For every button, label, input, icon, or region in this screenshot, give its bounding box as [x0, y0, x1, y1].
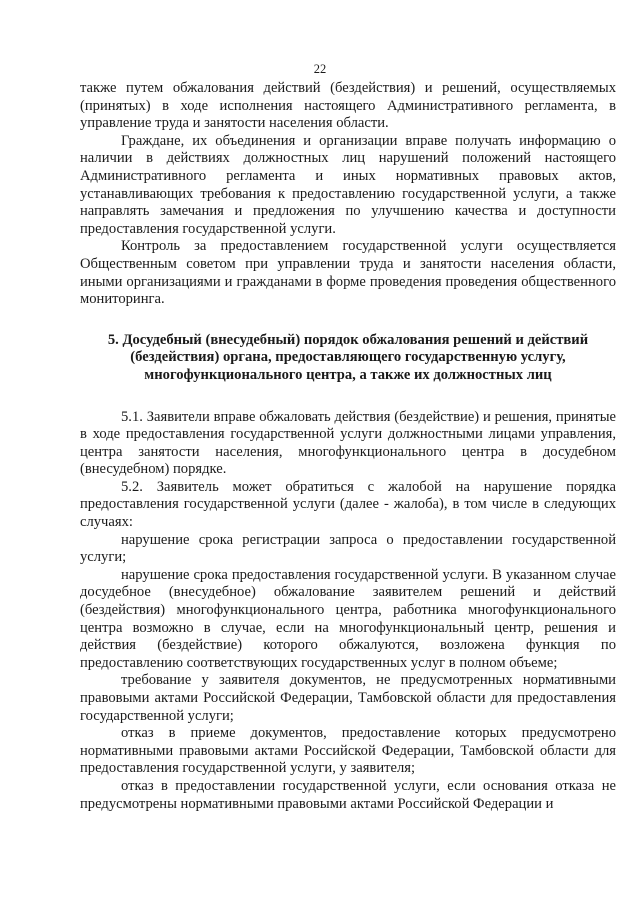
heading-line: многофункционального центра, а также их должностных лиц [144, 366, 552, 383]
paragraph: Контроль за предоставлением государственной услуги осуществляется Общественным советом при управлении труда и занятости населения области, иными организациями и гражданами в форме проведения проведения общественного мониторинга. [80, 238, 616, 308]
heading-line: 5. Досудебный (внесудебный) порядок обжалования решений и действий [107, 331, 589, 348]
page-number: 22 [313, 62, 327, 76]
heading-line: (бездействия) органа, предоставляющего государственную услугу, [130, 349, 566, 366]
list-item: нарушение срока предоставления государственной услуги. В указанном случае досудебное (внесудебное) обжалование заявителем решений и действий (бездействия) многофункционального центра, работника многофункционального центра возможно в случае, если на многофункциональный центр, решения и действия (бездействие) которого обжалуются, возложена функция по предоставлению соответствующих государственных услуг в полном объеме; [80, 566, 616, 671]
document-body [80, 80, 616, 813]
paragraph: Граждане, их объединения и организации вправе получать информацию о наличии в действиях должностных лиц нарушений положений настоящего Административного регламента и иных нормативных правовых актов, устанавливающих требования к предоставлению государственной услуги, а также направлять замечания и предложения по улучшению качества и доступности предоставления государственной услуги. [80, 132, 616, 237]
paragraph: 5.2. Заявитель может обратиться с жалобой на нарушение порядка предоставления государственной услуги (далее - жалоба), в том числе в следующих случаях: [80, 478, 616, 531]
paragraph: 5.1. Заявители вправе обжаловать действия (бездействие) и решения, принятые в ходе предоставления государственной услуги должностными лицами управления, центра занятости населения, многофункционального центра в досудебном (внесудебном) порядке. [80, 408, 616, 478]
list-item: нарушение срока регистрации запроса о предоставлении государственной услуги; [80, 531, 616, 566]
list-item: отказ в приеме документов, предоставление которых предусмотрено нормативными правовыми актами Российской Федерации, Тамбовской области для предоставления государственной услуги, у заявителя; [80, 725, 616, 777]
paragraph: также путем обжалования действий (бездействия) и решений, осуществляемых (принятых) в ходе исполнения настоящего Административного регламента, в управление труда и занятости населения области. [80, 80, 616, 132]
list-item: отказ в предоставлении государственной услуги, если основания отказа не предусмотрены нормативными правовыми актами Российской Федерации и [80, 777, 616, 812]
list-item: требование у заявителя документов, не предусмотренных нормативными правовыми актами Российской Федерации, Тамбовской области для предоставления государственной услуги; [80, 672, 616, 724]
section-heading [80, 332, 616, 385]
